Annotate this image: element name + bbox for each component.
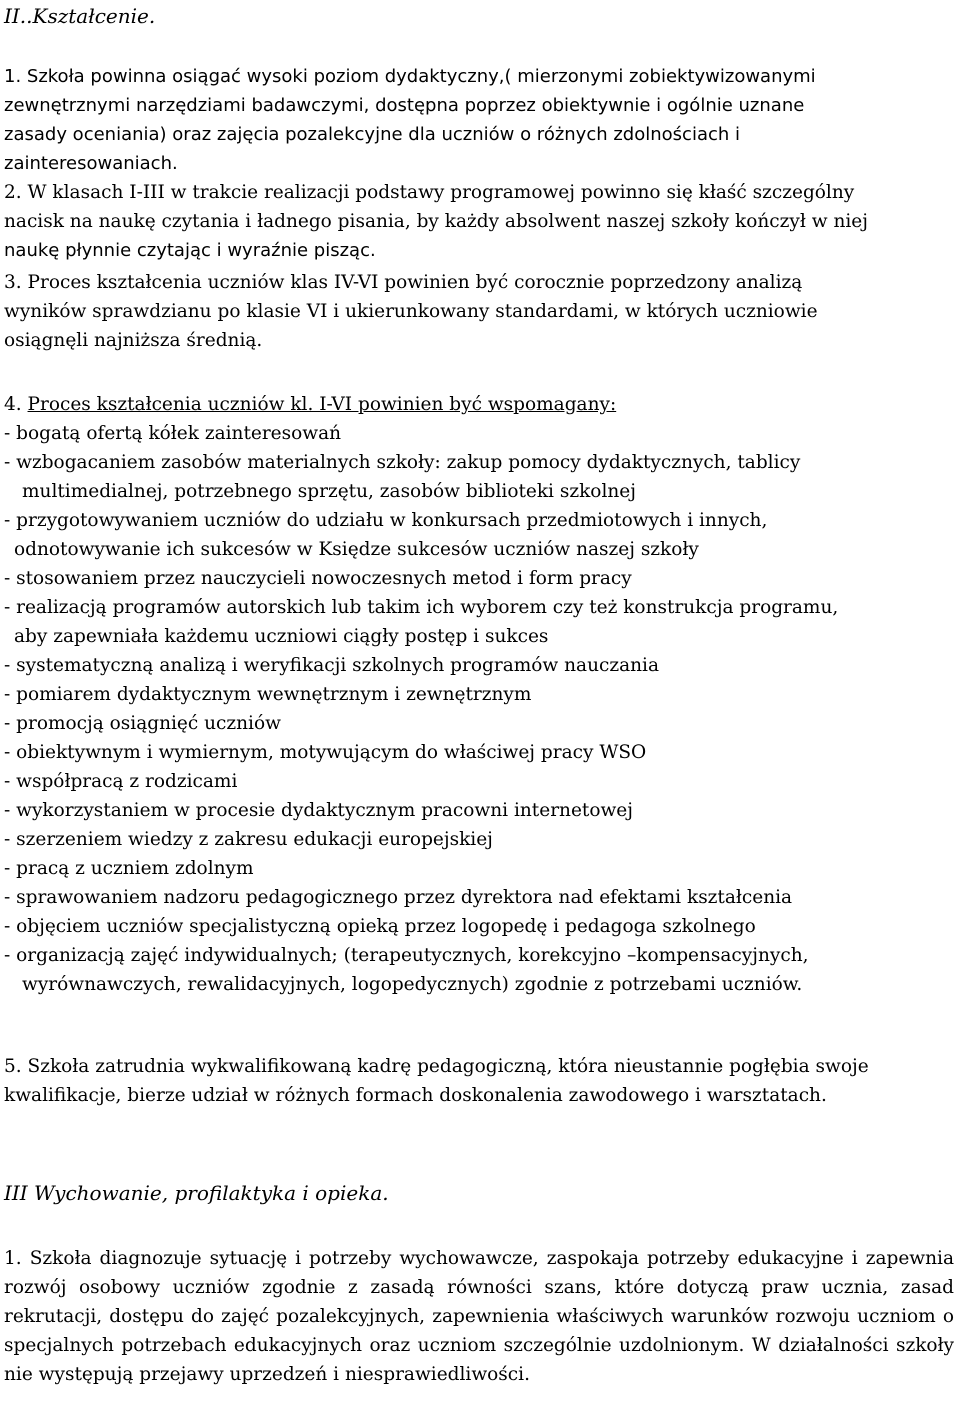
list-item: - przygotowywaniem uczniów do udziału w konkursach przedmiotowych i innych, — [4, 510, 768, 531]
paragraph-2-line: nacisk na naukę czytania i ładnego pisania, by każdy absolwent naszej szkoły kończył w niej — [4, 211, 868, 232]
list-item-continuation: wyrównawczych, rewalidacyjnych, logopedycznych) zgodnie z potrzebami uczniów. — [22, 974, 803, 995]
list-item: - bogatą ofertą kółek zainteresowań — [4, 423, 342, 444]
paragraph-1-line: zainteresowaniach. — [4, 153, 178, 174]
paragraph-5-line: kwalifikacje, bierze udział w różnych formach doskonalenia zawodowego i warsztatach. — [4, 1085, 827, 1106]
list-item: - pomiarem dydaktycznym wewnętrznym i zewnętrznym — [4, 684, 532, 705]
list-item: - wzbogacaniem zasobów materialnych szkoły: zakup pomocy dydaktycznych, tablicy — [4, 452, 801, 473]
list-item: - organizacją zajęć indywidualnych; (terapeutycznych, korekcyjno –kompensacyjnych, — [4, 945, 809, 966]
list-item: - promocją osiągnięć uczniów — [4, 713, 281, 734]
list-item: - współpracą z rodzicami — [4, 771, 238, 792]
section-heading-iii: III Wychowanie, profilaktyka i opieka. — [4, 1181, 389, 1205]
list-item-continuation: multimedialnej, potrzebnego sprzętu, zasobów biblioteki szkolnej — [22, 481, 636, 502]
list-item: - systematyczną analizą i weryfikacji szkolnych programów nauczania — [4, 655, 659, 676]
paragraph-5-line: 5. Szkoła zatrudnia wykwalifikowaną kadrę pedagogiczną, która nieustannie pogłębia swoje — [4, 1056, 869, 1077]
list-item-continuation: aby zapewniała każdemu uczniowi ciągły postęp i sukces — [14, 626, 549, 647]
paragraph-1-line: zewnętrznymi narzędziami badawczymi, dostępna poprzez obiektywnie i ogólnie uznane — [4, 95, 805, 116]
list-item: - obiektywnym i wymiernym, motywującym do właściwej pracy WSO — [4, 742, 647, 763]
list-item: - szerzeniem wiedzy z zakresu edukacji europejskiej — [4, 829, 493, 850]
paragraph-4-underlined-lead: Proces kształcenia uczniów kl. I-VI powinien być wspomagany: — [27, 394, 617, 415]
paragraph-3-line: osiągnęli najniższa średnią. — [4, 330, 263, 351]
paragraph-2-line: 2. W klasach I-III w trakcie realizacji podstawy programowej powinno się kłaść szczególny — [4, 182, 855, 203]
paragraph-3-line: 3. Proces kształcenia uczniów klas IV-VI powinien być corocznie poprzedzony analizą — [4, 272, 803, 293]
list-item: - realizacją programów autorskich lub takim ich wyborem czy też konstrukcja programu, — [4, 597, 839, 618]
paragraph-iii-1: 1. Szkoła diagnozuje sytuację i potrzeby wychowawcze, zaspokaja potrzeby edukacyjne i zapewnia rozwój osobowy uczniów zgodnie z zasadą równości szans, które dotyczą praw ucznia, zasad rekrutacji, dostępu do zajęć pozalekcyjnych, zapewnienia właściwych warunków rozwoju uczniom o specjalnych potrzebach edukacyjnych oraz uczniom szczególnie uzdolnionym. W działalności szkoły nie występują przejawy uprzedzeń i niesprawiedliwości. — [4, 1248, 954, 1385]
list-item: - pracą z uczniem zdolnym — [4, 858, 254, 879]
paragraph-4-number: 4. — [4, 394, 28, 415]
paragraph-3-line: wyników sprawdzianu po klasie VI i ukierunkowany standardami, w których uczniowie — [4, 301, 818, 322]
support-list — [4, 419, 944, 999]
section-heading-ii: II..Kształcenie. — [4, 4, 156, 28]
list-item: - stosowaniem przez nauczycieli nowoczesnych metod i form pracy — [4, 568, 632, 589]
paragraph-2-line: naukę płynnie czytając i wyraźnie pisząc. — [4, 240, 376, 261]
list-item: - objęciem uczniów specjalistyczną opieką przez logopedę i pedagoga szkolnego — [4, 916, 756, 937]
paragraph-4-intro — [4, 390, 924, 419]
paragraph-1-line: 1. Szkoła powinna osiągać wysoki poziom dydaktyczny,( mierzonymi zobiektywizowanymi — [4, 66, 816, 87]
paragraph-1-line: zasady oceniania) oraz zajęcia pozalekcyjne dla uczniów o różnych zdolnościach i — [4, 124, 741, 145]
list-item-continuation: odnotowywanie ich sukcesów w Księdze sukcesów uczniów naszej szkoły — [14, 539, 699, 560]
list-item: - sprawowaniem nadzoru pedagogicznego przez dyrektora nad efektami kształcenia — [4, 887, 793, 908]
list-item: - wykorzystaniem w procesie dydaktycznym pracowni internetowej — [4, 800, 633, 821]
